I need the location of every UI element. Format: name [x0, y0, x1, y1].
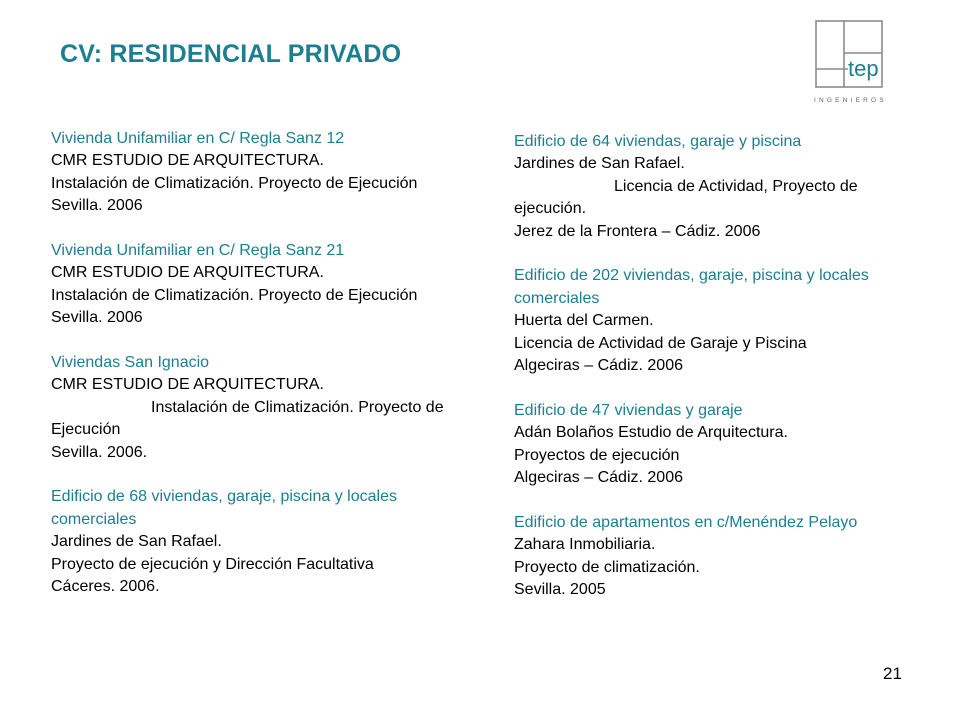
project-title: Vivienda Unifamiliar en C/ Regla Sanz 12	[51, 130, 345, 147]
project-client: Jardines de San Rafael.	[514, 155, 685, 173]
project-entry	[514, 131, 934, 243]
project-entry	[51, 128, 491, 218]
project-entry	[514, 265, 934, 377]
svg-text:tep: tep	[848, 56, 879, 81]
project-place-year: Jerez de la Frontera – Cádiz. 2006	[514, 222, 761, 240]
project-place-year: Algeciras – Cádiz. 2006	[514, 357, 683, 375]
page-number: 21	[883, 664, 902, 683]
project-entry	[51, 352, 491, 464]
project-title: Vivienda Unifamiliar en C/ Regla Sanz 21	[51, 242, 345, 260]
project-service: Proyectos de ejecución	[514, 446, 680, 464]
project-title: Edificio de 64 viviendas, garaje y piscina	[514, 133, 802, 150]
project-client: CMR ESTUDIO DE ARQUITECTURA.	[51, 264, 324, 282]
project-service: Proyecto de ejecución y Dirección Facultativa	[51, 555, 374, 573]
project-place-year: Cáceres. 2006.	[51, 578, 160, 596]
project-service: Proyecto de climatización.	[514, 558, 700, 576]
project-client: Jardines de San Rafael.	[51, 533, 222, 551]
project-client: Zahara Inmobiliaria.	[514, 536, 656, 554]
project-entry	[514, 512, 934, 602]
project-client: Huerta del Carmen.	[514, 312, 654, 330]
tep-ingenieros-logo	[802, 18, 906, 108]
left-projects-column	[51, 128, 491, 598]
slide-title: CV: RESIDENCIAL PRIVADO	[60, 40, 402, 68]
project-place-year: Sevilla. 2006.	[51, 443, 148, 461]
project-client: CMR ESTUDIO DE ARQUITECTURA.	[51, 376, 324, 394]
project-service: Instalación de Climatización. Proyecto de Ejecución	[51, 398, 444, 439]
project-title: Edificio de 47 viviendas y garaje	[514, 401, 743, 419]
project-title: Edificio de 202 viviendas, garaje, piscina y locales comerciales	[514, 267, 869, 307]
project-entry	[51, 486, 491, 598]
project-place-year: Algeciras – Cádiz. 2006	[514, 469, 683, 487]
project-service: Instalación de Climatización. Proyecto de Ejecución	[51, 286, 418, 304]
project-service: Licencia de Actividad, Proyecto de ejecución.	[514, 177, 858, 218]
project-entry	[51, 240, 491, 330]
project-title: Edificio de apartamentos en c/Menéndez Pelayo	[514, 513, 858, 531]
project-place-year: Sevilla. 2006	[51, 309, 143, 327]
svg-text:INGENIEROS: INGENIEROS	[814, 97, 887, 104]
project-title: Edificio de 68 viviendas, garaje, piscina y locales comerciales	[51, 488, 397, 528]
project-entry	[514, 400, 934, 490]
project-service: Instalación de Climatización. Proyecto de Ejecución	[51, 174, 418, 192]
project-client: Adán Bolaños Estudio de Arquitectura.	[514, 424, 788, 442]
project-client: CMR ESTUDIO DE ARQUITECTURA.	[51, 152, 324, 170]
right-projects-column	[514, 131, 934, 601]
project-title: Viviendas San Ignacio	[51, 354, 210, 372]
project-place-year: Sevilla. 2005	[514, 581, 606, 599]
project-service: Licencia de Actividad de Garaje y Piscina	[514, 334, 807, 352]
project-place-year: Sevilla. 2006	[51, 197, 143, 215]
